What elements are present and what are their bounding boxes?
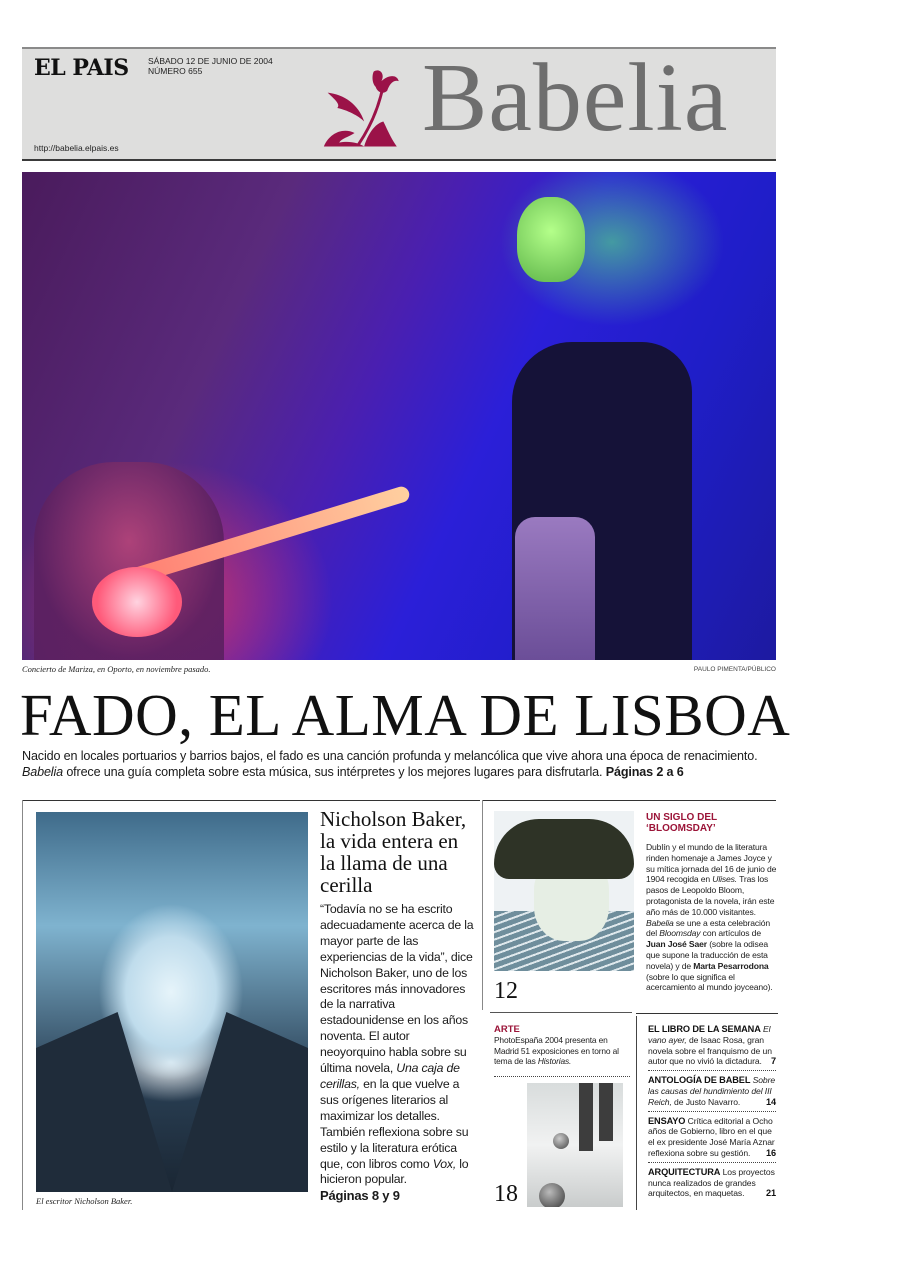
feature-text: “Todavía no se ha escrito adecuadamente acerca de la mayor parte de las experiencias de la vida”, dice Nicholson Baker, uno de los escritores más innovadores de la narrativa estadounidense en los años noventa. El autor neoyorquino habla sobre su última novela, (320, 902, 474, 1076)
index-item-libro[interactable] (648, 1024, 776, 1071)
portrait-caption: El escritor Nicholson Baker. (36, 1196, 133, 1206)
lede (22, 748, 778, 780)
index-em: Sobre las causas del hundimiento del III Reich, (648, 1075, 776, 1107)
arte-title[interactable]: ARTE (494, 1024, 520, 1035)
portrait-sweater (36, 1012, 308, 1192)
photo-leg (579, 1083, 593, 1151)
index-border (636, 1016, 637, 1210)
index-page: 16 (765, 1147, 776, 1158)
index-em: El vano ayer, (648, 1024, 771, 1045)
photo-sphere (539, 1183, 565, 1207)
lede-em: Babelia (22, 765, 63, 779)
arte-text: PhotoEspaña 2004 presenta en Madrid 51 exposiciones en torno al tema de las (494, 1035, 619, 1067)
hero-caption: Concierto de Mariza, en Oporto, en noviembre pasado. (22, 664, 211, 674)
joyce-hat (494, 819, 634, 879)
index-item-ensayo[interactable] (648, 1116, 776, 1163)
page-number-12[interactable]: 12 (494, 978, 518, 1004)
feature-text-2: en la que vuelve a sus orígenes literarios al maximizar los detalles. También reflexiona sobre su estilo y la literatura erótica que, con libros como (320, 1076, 469, 1171)
page-number-18[interactable]: 18 (494, 1181, 518, 1207)
section-border (22, 800, 23, 1210)
contents-index (648, 1024, 776, 1206)
index-text: Los proyectos nunca realizados de grandes arquitectos, en maquetas. (648, 1166, 775, 1199)
floral-ornament-icon (320, 65, 416, 153)
bloomsday-text-3: se une a esta celebración del (646, 917, 771, 939)
singer-sash (515, 517, 595, 660)
arte-body (494, 1035, 630, 1067)
feature-title[interactable]: Nicholson Baker, la vida entera en la llama de una cerilla (320, 807, 467, 897)
index-page: 7 (770, 1056, 776, 1067)
photo-sphere (553, 1133, 569, 1149)
author-portrait (36, 812, 308, 1192)
index-divider (636, 1013, 778, 1014)
issue-number: NÚMERO 655 (148, 66, 203, 76)
hero-photo (22, 172, 776, 660)
feature-pages-link[interactable]: Páginas 8 y 9 (320, 1188, 400, 1204)
feature-body (320, 902, 476, 1205)
index-text: de Justo Navarro. (671, 1096, 741, 1107)
book-title: Una caja de cerillas, (320, 1061, 460, 1091)
author-saer: Juan José Saer (646, 939, 707, 950)
photo-leg (599, 1083, 613, 1141)
main-headline[interactable]: FADO, EL ALMA DE LISBOA (20, 682, 791, 748)
bloomsday-text-6: (sobre lo que significa el acercamiento al mundo joyceano). (646, 971, 773, 993)
arte-divider (490, 1012, 632, 1013)
right-border (482, 800, 483, 1010)
masthead (22, 44, 776, 161)
photo-credit: PAULO PIMENTA/PÚBLICO (693, 666, 776, 673)
index-item-arquitectura[interactable] (648, 1167, 776, 1202)
bloomsday-text-2: Tras los pasos de Leopoldo Bloom, protagonista de la novela, irán este año más de 10.000 visitantes. (646, 874, 775, 917)
lede-text-2: ofrece una guía completa sobre esta música, sus intérpretes y los mejores lugares para disfrutarla. (62, 765, 606, 779)
index-text: de Isaac Rosa, gran novela sobre el franquismo de un autor que no vivió la dictadura. (648, 1034, 772, 1067)
bloomsday-title-line2: ‘BLOOMSDAY’ (646, 823, 716, 834)
index-page: 14 (765, 1096, 776, 1107)
date: SÁBADO 12 DE JUNIO DE 2004 (148, 56, 273, 66)
newspaper-name: EL PAIS (34, 55, 129, 81)
section-divider (22, 800, 480, 801)
lede-text: Nacido en locales portuarios y barrios bajos, el fado es una canción profunda y melancólica que vive ahora una época de renacimiento. (22, 749, 758, 763)
index-kicker: ANTOLOGÍA DE BABEL (648, 1075, 751, 1086)
author-pesarrodona: Marta Pesarrodona (693, 960, 769, 971)
index-text: Crítica editorial a Ocho años de Gobierno, libro en el que el ex presidente José María Aznar reflexiona sobre su gestión. (648, 1115, 775, 1158)
bloomsday-text-4: con artículos de (700, 928, 761, 939)
bloomsday-body (646, 842, 780, 993)
book-title-vox: Vox, (432, 1156, 457, 1171)
index-kicker: ENSAYO (648, 1115, 686, 1126)
bloomsday-title-line1: UN SIGLO DEL (646, 812, 718, 823)
lede-pages-link[interactable]: Páginas 2 a 6 (605, 765, 684, 779)
guitar-body (92, 567, 182, 637)
singer-head (517, 197, 585, 282)
bloomsday-title[interactable] (646, 812, 717, 834)
joyce-illustration (494, 811, 634, 971)
index-kicker: EL LIBRO DE LA SEMANA (648, 1024, 761, 1034)
bloomsday-em: Bloomsday (659, 928, 701, 939)
index-item-antologia[interactable] (648, 1075, 776, 1111)
index-page: 21 (765, 1188, 776, 1199)
dotted-divider (494, 1076, 630, 1077)
dateline (148, 56, 273, 76)
arte-photo (527, 1083, 623, 1207)
bloomsday-text-5: (sobre la odisea que supone la traducción de esta novela) y de (646, 939, 768, 971)
supplement-wordmark: Babelia (422, 44, 729, 152)
right-divider (482, 800, 776, 801)
index-kicker: ARQUITECTURA (648, 1166, 721, 1177)
ulises-title: Ulises. (712, 874, 738, 885)
site-url[interactable]: http://babelia.elpais.es (34, 143, 119, 153)
feature-text-3: lo hicieron popular. (320, 1156, 469, 1187)
babelia-em: Babelia (646, 917, 674, 928)
bloomsday-text: Dublín y el mundo de la literatura rinden homenaje a James Joyce y su mítica jornada del 16 de junio de 1904 recogida en (646, 842, 777, 885)
arte-em: Historias. (537, 1056, 572, 1067)
